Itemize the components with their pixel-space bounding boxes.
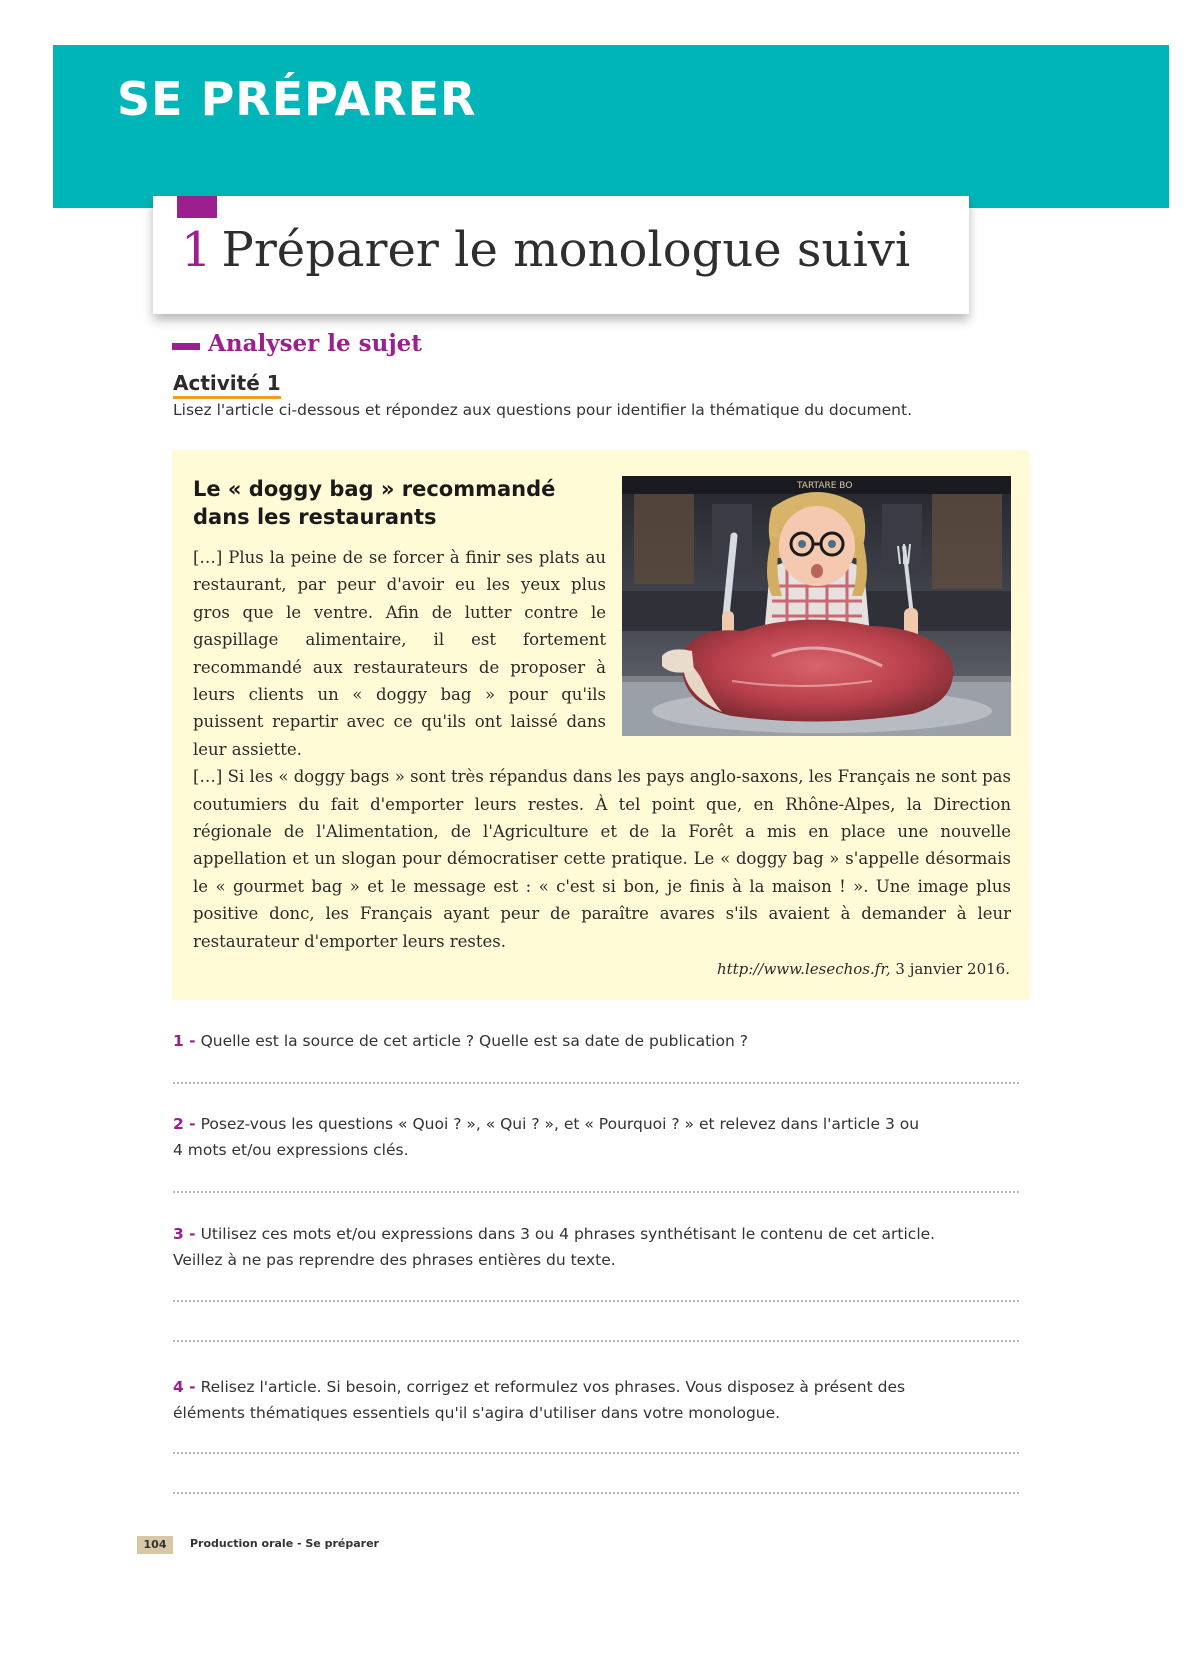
section-title [181, 223, 910, 278]
image-wrap-spacer [606, 544, 1011, 737]
article-body [193, 544, 1011, 955]
answer-line[interactable] [173, 1492, 1019, 1494]
article-box [172, 450, 1030, 1000]
article-title: Le « doggy bag » recommandé dans les restaurants [193, 477, 556, 529]
question-number: 2 - [173, 1115, 196, 1133]
restaurant-sign: TARTARE BO [797, 481, 853, 491]
question-text: Relisez l'article. Si besoin, corrigez et reformulez vos phrases. Vous disposez à présent des éléments thématiques essentiels qu'il s'agira d'utiliser dans votre monologue. [173, 1378, 906, 1422]
activity-instruction: Lisez l'article ci-dessous et répondez aux questions pour identifier la thématique du document. [173, 401, 912, 419]
answer-line[interactable] [173, 1452, 1019, 1454]
answer-line[interactable] [173, 1191, 1019, 1193]
question-2 [173, 1111, 1033, 1163]
article-paragraph-1: […] Plus la peine de se forcer à finir ses plats au restaurant, par peur d'avoir eu les yeux plus gros que le ventre. Afin de lutter contre le gaspillage alimentaire, il est fortement recommandé aux restaurateurs de proposer à leurs clients un « doggy bag » pour qu'ils puissent repartir avec ce qu'ils ont laissé dans leur assiette. [193, 548, 606, 759]
question-number: 4 - [173, 1378, 196, 1396]
source-url: http://www.lesechos.fr, [716, 960, 891, 978]
article-paragraph-2: […] Si les « doggy bags » sont très répandus dans les pays anglo-saxons, les Français ne sont pas coutumiers du fait d'emporter leurs restes. À tel point que, en Rhône-Alpes, la Direction régionale de l'Alimentation, de l'Agriculture et de la Forêt a mis en place une nouvelle appellation et un slogan pour démocratiser cette pratique. Le « doggy bag » s'appelle désormais le « gourmet bag » et le message est : « c'est si bon, je finis à la maison ! ». Une image plus positive donc, les Français ayant peur de paraître avares s'ils avaient à demander à leur restaurateur d'emporter leurs restes. [193, 767, 1011, 951]
header-banner [53, 45, 1169, 208]
subsection-bar [172, 343, 200, 350]
subsection-title: Analyser le sujet [208, 330, 422, 357]
source-date: 3 janvier 2016. [895, 960, 1010, 978]
card-accent-tab [177, 196, 217, 218]
question-1 [173, 1028, 1033, 1054]
question-3 [173, 1221, 1033, 1273]
footer-label: Production orale - Se préparer [190, 1537, 379, 1550]
page-number: 104 [137, 1536, 173, 1554]
question-number: 3 - [173, 1225, 196, 1243]
question-4 [173, 1374, 1033, 1426]
activity-title: Activité 1 [173, 372, 281, 399]
section-number: 1 [181, 222, 212, 278]
question-text: Quelle est la source de cet article ? Quelle est sa date de publication ? [200, 1032, 748, 1050]
section-title-card [153, 196, 969, 314]
banner-title: SE PRÉPARER [117, 72, 477, 126]
question-text: Utilisez ces mots et/ou expressions dans 3 ou 4 phrases synthétisant le contenu de cet article. Veillez à ne pas reprendre des phrases entières du texte. [173, 1225, 936, 1269]
answer-line[interactable] [173, 1300, 1019, 1302]
question-number: 1 - [173, 1032, 196, 1050]
answer-line[interactable] [173, 1082, 1019, 1084]
section-title-text: Préparer le monologue suivi [221, 222, 911, 278]
question-text: Posez-vous les questions « Quoi ? », « Qui ? », et « Pourquoi ? » et relevez dans l'article 3 ou 4 mots et/ou expressions clés. [173, 1115, 920, 1159]
article-source [717, 960, 1010, 978]
answer-line[interactable] [173, 1340, 1019, 1342]
